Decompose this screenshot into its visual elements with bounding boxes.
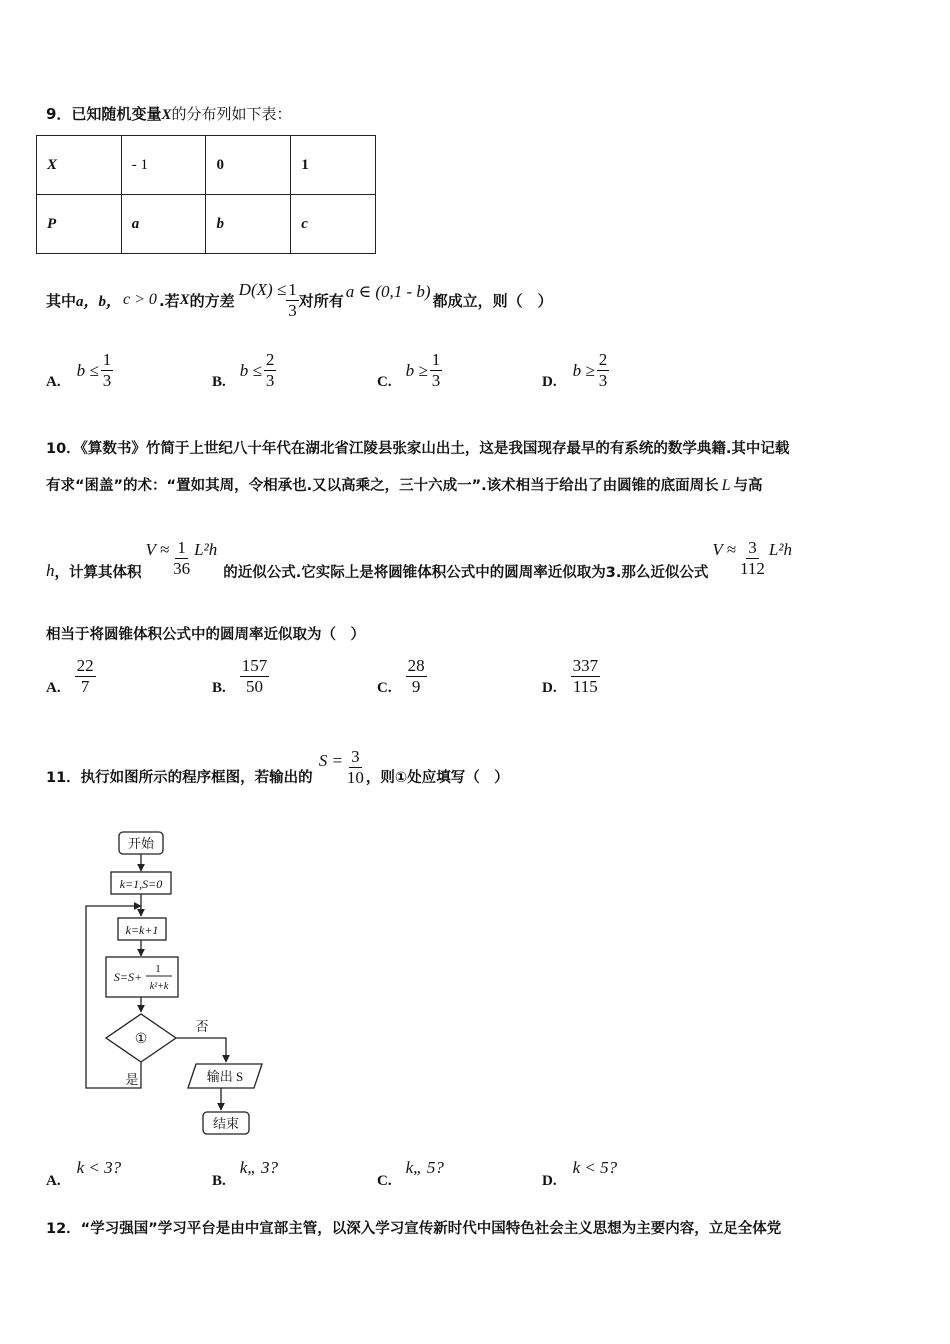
table-cell: P (37, 195, 122, 254)
table-cell: c (291, 195, 376, 254)
q9-condition: 其中 a，b， c > 0 .若 X 的方差 D(X) ≤ $\frac{1}{3}$ 对所有 a ∈ (0,1 - b) 都成立，则（ ） (46, 279, 553, 320)
q10-option-a[interactable]: A. $\frac{22}{7}$ (46, 656, 94, 696)
flow-increment-label: k=k+1 (125, 923, 159, 937)
flow-output-label: 输出 S (206, 1069, 244, 1084)
q9-option-a[interactable]: A. b ≤ $\frac{1}{3}$ (46, 350, 112, 390)
table-cell: - 1 (121, 136, 206, 195)
q10-option-d[interactable]: D. $\frac{337}{115}$ (542, 656, 599, 696)
q11-option-c[interactable]: C. k„ 5? (377, 1158, 444, 1189)
flow-start-label: 开始 (127, 836, 155, 851)
q9-option-d[interactable]: D. b ≥ $\frac{2}{3}$ (542, 350, 608, 390)
table-row (37, 136, 376, 195)
q10-option-c[interactable]: C. $\frac{28}{9}$ (377, 656, 425, 696)
table-cell: 1 (291, 136, 376, 195)
table-cell: b (206, 195, 291, 254)
q11-options (46, 1158, 686, 1190)
q10-option-b[interactable]: B. $\frac{157}{50}$ (212, 656, 268, 696)
table-cell: 0 (206, 136, 291, 195)
q11-option-d[interactable]: D. k < 5? (542, 1158, 618, 1189)
flow-condition-label: ① (134, 1032, 148, 1047)
q9-options (46, 350, 686, 400)
flow-yes-label: 是 (125, 1072, 139, 1087)
flow-sum-numerator: 1 (155, 963, 161, 975)
flow-sum-denominator: k²+k (149, 981, 169, 992)
table-row (37, 195, 376, 254)
q10-line4: 相当于将圆锥体积公式中的圆周率近似取为（ ） (46, 627, 365, 643)
q12-line1: 12．“学习强国”学习平台是由中宣部主管，以深入学习宣传新时代中国特色社会主义思想为主要内容，立足全体党 (46, 1221, 782, 1237)
q9-option-c[interactable]: C. b ≥ $\frac{1}{3}$ (377, 350, 441, 390)
distribution-table (36, 135, 376, 254)
q10-line3: h ，计算其体积 V ≈ $\frac{1}{36}$ L²h 的近似公式.它实际上是将圆锥体积公式中的圆周率近似取为3.那么近似公式 V ≈ $\frac{3}{112}$ L²h (46, 537, 792, 581)
q9-option-b[interactable]: B. b ≤ $\frac{2}{3}$ (212, 350, 275, 390)
q10-line1: 10．《算数书》竹简于上世纪八十年代在湖北省江陵县张家山出土，这是我国现存最早的有系统的数学典籍.其中记载 (46, 441, 790, 457)
variance-fraction: $\frac{1}{3}$ (288, 279, 297, 320)
q9-stem: 9．已知随机变量X的分布列如下表： (46, 105, 292, 123)
flow-init-label: k=1,S=0 (119, 877, 163, 891)
q10-line2: 有求“囷盖”的术：“置如其周，令相承也.又以高乘之，三十六成一”.该术相当于给出了由圆锥的底面周长 L 与高 (46, 477, 763, 494)
flow-end-label: 结束 (212, 1116, 240, 1131)
flow-sum-label: S=S+ (113, 970, 143, 984)
q11-option-a[interactable]: A. k < 3? (46, 1158, 122, 1189)
program-flowchart (76, 826, 276, 1138)
table-cell: X (37, 136, 122, 195)
table-cell: a (121, 195, 206, 254)
q10-options (46, 656, 686, 706)
q11-stem: 11．执行如图所示的程序框图，若输出的 S = $\frac{3}{10}$ ，则①处应填写（ ） (46, 746, 509, 787)
flow-no-label: 否 (195, 1019, 209, 1034)
q11-option-b[interactable]: B. k„ 3? (212, 1158, 279, 1189)
